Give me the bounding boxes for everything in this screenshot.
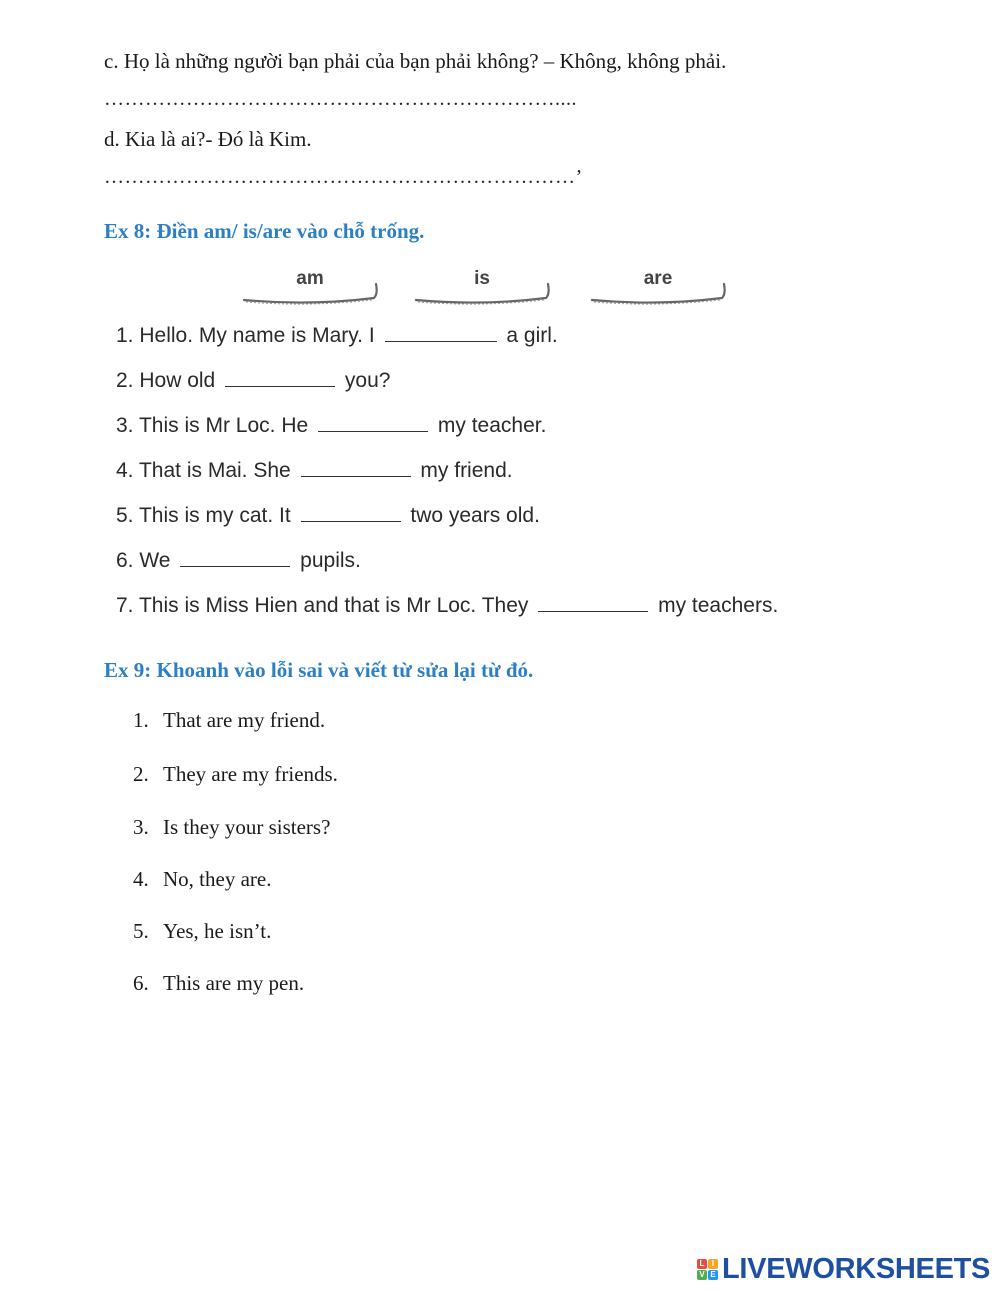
item-number: 1. (116, 324, 134, 347)
item-text-after: you? (344, 369, 391, 392)
ex8-item (116, 593, 778, 618)
ex9-item (133, 815, 330, 840)
item-text[interactable]: That are my friend. (163, 708, 326, 732)
brush-underline-icon (588, 280, 728, 306)
item-number: 6. (116, 549, 134, 572)
ex9-item (133, 708, 325, 733)
item-text[interactable]: Is they your sisters? (163, 815, 331, 839)
ex9-item (133, 867, 271, 892)
item-text[interactable]: This are my pen. (163, 971, 305, 995)
word-bank-am (240, 268, 380, 308)
blank-input[interactable] (538, 593, 648, 612)
word-am: am (296, 268, 324, 289)
answer-line-c[interactable]: ………………………………………………………….... (104, 88, 577, 110)
answer-line-d[interactable]: ……………………………………………………………’ (104, 166, 583, 188)
blank-input[interactable] (180, 548, 290, 567)
ex9-item (133, 762, 338, 787)
item-text-after: my friend. (420, 459, 513, 482)
word-is: is (474, 268, 490, 289)
word-are: are (643, 268, 673, 289)
logo-text: LIVEWORKSHEETS (722, 1252, 991, 1285)
item-number: 3. (116, 414, 134, 437)
item-number: 3. (133, 815, 149, 839)
sentence-d: d. Kia là ai?- Đó là Kim. (104, 127, 312, 151)
ex8-item (116, 458, 513, 483)
blank-input[interactable] (318, 413, 428, 432)
item-text-before: Hello. My name is Mary. I (139, 324, 375, 347)
item-text-before: How old (139, 369, 216, 392)
ex9-heading: Ex 9: Khoanh vào lỗi sai và viết từ sửa lại từ đó. (104, 658, 534, 682)
logo-letter: L (697, 1259, 707, 1269)
ex8-item (116, 548, 361, 573)
item-text-before: That is Mai. She (138, 459, 291, 482)
item-number: 2. (133, 762, 149, 786)
item-number: 4. (116, 459, 134, 482)
item-number: 4. (133, 867, 149, 891)
ex9-item (133, 971, 304, 996)
item-number: 6. (133, 971, 149, 995)
ex8-item (116, 413, 546, 438)
item-text[interactable]: No, they are. (163, 867, 272, 891)
item-text[interactable]: Yes, he isn’t. (163, 919, 272, 943)
blank-input[interactable] (385, 323, 497, 342)
item-number: 5. (116, 504, 134, 527)
item-text-before: This is my cat. It (138, 504, 291, 527)
item-number: 1. (133, 708, 149, 732)
logo-letter: V (697, 1270, 707, 1280)
item-text-after: my teachers. (658, 594, 779, 617)
ex9-item (133, 919, 271, 944)
item-text-after: two years old. (410, 504, 540, 527)
item-text-after: a girl. (506, 324, 558, 347)
item-number: 7. (116, 594, 134, 617)
item-number: 5. (133, 919, 149, 943)
sentence-c: c. Họ là những người bạn phải của bạn phải không? – Không, không phải. (104, 49, 727, 73)
item-text-after: pupils. (300, 549, 361, 572)
ex8-item (116, 503, 540, 528)
item-text-after: my teacher. (437, 414, 547, 437)
ex8-item (116, 368, 390, 393)
logo-letter: I (708, 1259, 718, 1269)
blank-input[interactable] (301, 503, 401, 522)
ex8-heading: Ex 8: Điền am/ is/are vào chỗ trống. (104, 219, 425, 243)
item-text-before: This is Miss Hien and that is Mr Loc. They (138, 594, 529, 617)
item-text-before: We (139, 549, 171, 572)
blank-input[interactable] (301, 458, 411, 477)
word-bank-is (412, 268, 552, 308)
item-text-before: This is Mr Loc. He (138, 414, 309, 437)
item-number: 2. (116, 369, 134, 392)
liveworksheets-logo (697, 1252, 990, 1286)
ex8-item (116, 323, 558, 348)
brush-underline-icon (240, 280, 380, 306)
blank-input[interactable] (225, 368, 335, 387)
brush-underline-icon (412, 280, 552, 306)
logo-letter: E (708, 1270, 718, 1280)
word-bank-are (588, 268, 728, 308)
liveworksheets-logo-icon (697, 1259, 718, 1280)
item-text[interactable]: They are my friends. (163, 762, 338, 786)
